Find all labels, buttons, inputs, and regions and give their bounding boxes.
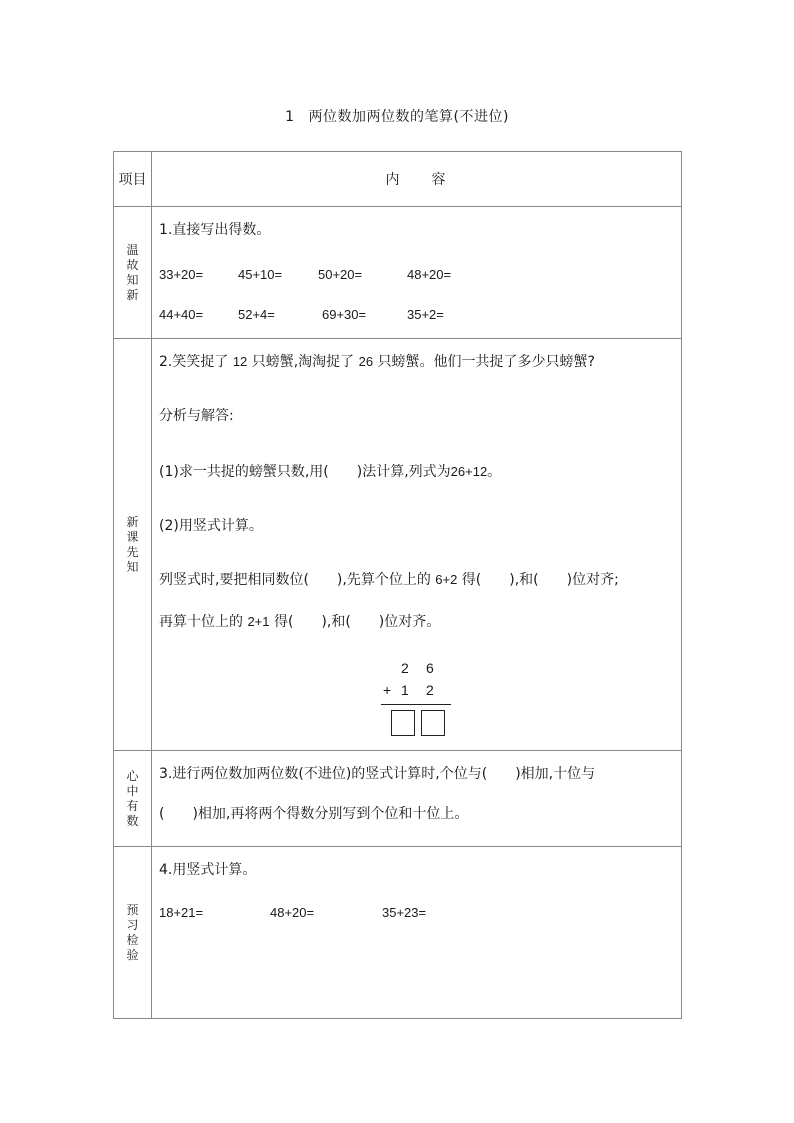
new-lesson-label-char: 先 <box>126 544 139 559</box>
question-number: 4. <box>159 862 173 878</box>
equation: 45+10= <box>238 267 283 282</box>
header-item-cell <box>114 152 152 207</box>
header-item-label: 项目 <box>118 172 147 188</box>
check-label-char: 验 <box>126 947 139 962</box>
reflect-label-char: 中 <box>126 783 139 798</box>
answer-box-ones[interactable] <box>421 710 445 736</box>
page-title <box>0 106 794 126</box>
review-row <box>114 207 682 339</box>
number-value: 26 <box>358 354 374 369</box>
review-label-char: 知 <box>126 272 139 287</box>
check-label-char: 检 <box>126 932 139 947</box>
equation: 18+21= <box>159 905 204 920</box>
title-text: 两位数加两位数的笔算(不进位) <box>308 109 509 125</box>
review-label-char: 故 <box>126 257 139 272</box>
reflect-row <box>114 751 682 847</box>
sum-line <box>381 704 451 705</box>
question-number: 2. <box>159 354 173 370</box>
digit-top-tens: 2 <box>401 660 409 676</box>
title-number: 1 <box>285 109 295 125</box>
header-content-b: 容 <box>431 172 448 188</box>
equation: 33+20= <box>159 267 204 282</box>
new-lesson-label-char: 课 <box>126 529 139 544</box>
expression: 6+2 <box>435 572 458 587</box>
equation: 48+20= <box>270 905 315 920</box>
header-row <box>114 152 682 207</box>
part-2: (2)用竖式计算。 <box>159 518 263 534</box>
part-text: 得( ),和( )位对齐; <box>461 572 619 588</box>
check-row <box>114 847 682 1019</box>
question-3 <box>159 763 595 783</box>
question-text: 直接写出得数。 <box>172 222 271 238</box>
reflect-label-char: 有 <box>126 798 139 813</box>
part-3 <box>159 569 619 589</box>
equation: 44+40= <box>159 307 204 322</box>
equation: 48+20= <box>407 267 452 282</box>
reflect-label-char: 数 <box>126 813 139 828</box>
question-number: 1. <box>159 222 173 238</box>
question-2 <box>159 351 595 371</box>
question-text: 笑笑捉了 <box>172 354 229 370</box>
check-content <box>152 847 682 1019</box>
question-4 <box>159 859 256 879</box>
digit-bottom-tens: 1 <box>401 682 409 698</box>
digit-top-ones: 6 <box>426 660 434 676</box>
question-text: 只螃蟹,淘淘捉了 <box>251 354 355 370</box>
header-content-a: 内 <box>385 172 402 188</box>
new-lesson-label-char: 新 <box>126 514 139 529</box>
reflect-label <box>114 751 152 847</box>
worksheet-table <box>113 151 682 1019</box>
plus-sign: + <box>383 682 392 698</box>
question-number: 3. <box>159 766 173 782</box>
equation: 35+2= <box>407 307 444 322</box>
review-label <box>114 207 152 339</box>
question-text: 进行两位数加两位数(不进位)的竖式计算时,个位与( )相加,十位与 <box>172 766 596 782</box>
equation: 50+20= <box>318 267 363 282</box>
analysis-heading: 分析与解答: <box>159 408 234 424</box>
equation: 52+4= <box>238 307 275 322</box>
header-content-cell <box>152 152 682 207</box>
new-lesson-label <box>114 339 152 751</box>
vertical-addition <box>381 660 451 740</box>
question-text: 用竖式计算。 <box>172 862 257 878</box>
question-3-line-2: ( )相加,再将两个得数分别写到个位和十位上。 <box>159 806 469 822</box>
answer-box-tens[interactable] <box>391 710 415 736</box>
reflect-content <box>152 751 682 847</box>
check-label-char: 预 <box>126 902 139 917</box>
equation: 69+30= <box>322 307 367 322</box>
digit-bottom-ones: 2 <box>426 682 434 698</box>
part-text: 列竖式时,要把相同数位( ),先算个位上的 <box>159 572 431 588</box>
part-text: 得( ),和( )位对齐。 <box>273 614 441 630</box>
part-text: 。 <box>487 464 502 480</box>
check-label-char: 习 <box>126 917 139 932</box>
review-label-char: 新 <box>126 287 139 302</box>
part-1 <box>159 461 501 481</box>
expression: 2+1 <box>247 614 270 629</box>
part-4 <box>159 611 440 631</box>
part-text: 再算十位上的 <box>159 614 243 630</box>
part-text: (1)求一共捉的螃蟹只数,用( )法计算,列式为 <box>159 464 451 480</box>
question-1 <box>159 219 270 239</box>
review-content <box>152 207 682 339</box>
equation: 35+23= <box>382 905 427 920</box>
expression: 26+12 <box>450 464 488 479</box>
number-value: 12 <box>232 354 248 369</box>
review-label-char: 温 <box>126 242 139 257</box>
new-lesson-label-char: 知 <box>126 559 139 574</box>
reflect-label-char: 心 <box>126 768 139 783</box>
check-label <box>114 847 152 1019</box>
question-text: 只螃蟹。他们一共捉了多少只螃蟹? <box>377 354 595 370</box>
